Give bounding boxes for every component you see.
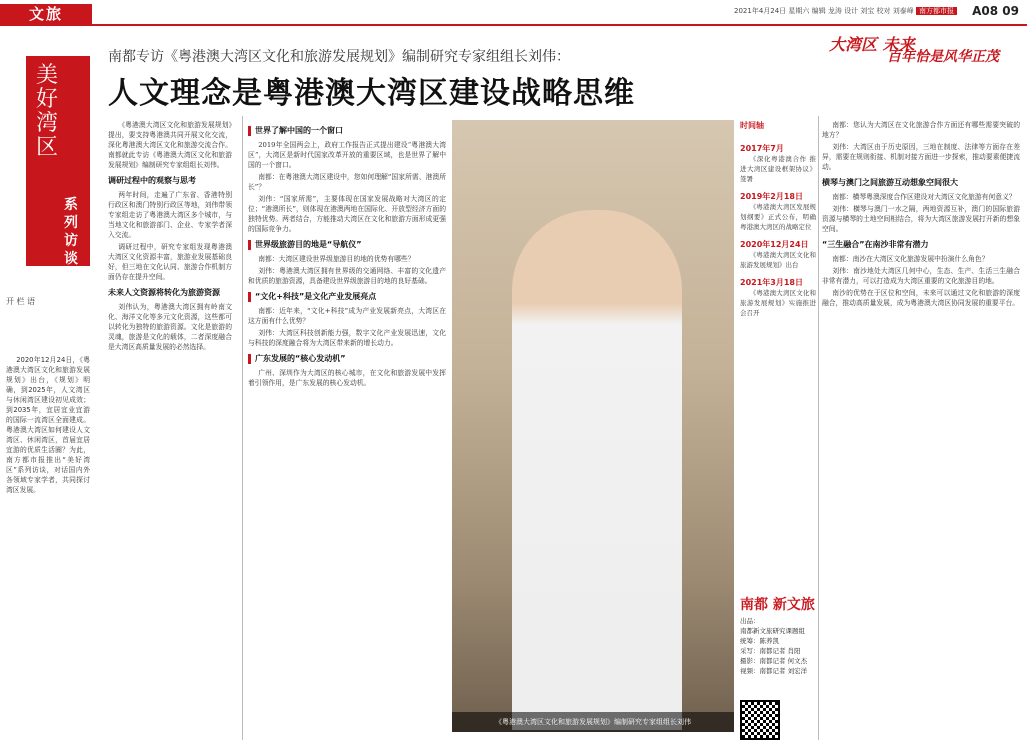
answer: 刘伟：南沙地处大湾区几何中心，生态、生产、生活三生融合非常有潜力，可以打造成为大湾区重要的文化旅游目的地。 [822, 267, 1020, 285]
article-subtitle: 南都专访《粤港澳大湾区文化和旅游发展规划》编制研究专家组组长刘伟： [108, 49, 570, 65]
credit-line: 统筹：陈养凯 [740, 637, 779, 645]
credit-line: 南都新文旅研究课题组 [740, 627, 805, 635]
section-heading: 未来人文资源将转化为旅游资源 [108, 288, 220, 297]
page-meta [734, 6, 957, 16]
answer: 刘伟：粤港澳大湾区拥有世界级的交通网络、丰富的文化遗产和优质的旅游资源，具备建设世界级旅游目的地的良好基础。 [248, 267, 446, 285]
section-heading: 调研过程中的观察与思考 [108, 176, 196, 185]
paragraph: 2019年全国两会上，政府工作报告正式提出建设“粤港澳大湾区”，大湾区是新时代国家改革开放的重要区域，也是世界了解中国的一个窗口。 [248, 141, 446, 169]
question: 南都：近年来，“文化+科技”成为产业发展新亮点，大湾区在这方面有什么优势？ [248, 307, 446, 325]
header-rule [0, 24, 1027, 26]
paragraph: 刘伟认为，粤港澳大湾区拥有岭南文化、海洋文化等多元文化资源，这些都可以转化为独特的旅游资源。文化是旅游的灵魂，旅游是文化的载体，二者深度融合是大湾区高质量发展的必然选择。 [108, 303, 232, 351]
timeline-text: 《粤港澳大湾区文化和旅游发展规划》实施推进会召开 [740, 289, 816, 317]
meta-badge: 南方都市报 [916, 7, 957, 15]
section-heading: 世界级旅游目的地是“导航仪” [248, 240, 446, 250]
credit-line: 出品： [740, 617, 760, 625]
portrait-photo [452, 120, 734, 732]
paragraph: 两年时间，走遍了广东省、香港特别行政区和澳门特别行政区等地，刘伟带领专家组走访了粤港澳大湾区多个城市，与当地文化和旅游部门、企业、专家学者深入交流。 [108, 191, 232, 239]
question: 南都：南沙在大湾区文化旅游发展中扮演什么角色？ [832, 255, 989, 263]
column-divider [818, 116, 819, 740]
paragraph: 广州、深圳作为大湾区的核心城市，在文化和旅游发展中发挥着引领作用，是广东发展的核心发动机。 [248, 369, 446, 387]
logo-slogan: 百年恰是风华正茂 [887, 49, 999, 65]
question: 南都：在粤港澳大湾区建设中，您如何理解“国家所需、港澳所长”？ [248, 173, 446, 191]
timeline-date: 2019年2月18日 [740, 192, 803, 201]
timeline-title: 时间轴 [740, 121, 764, 130]
article-column-2 [248, 120, 446, 740]
qr-code[interactable] [740, 700, 780, 740]
answer: 刘伟：“国家所需”，主要体现在国家发展战略对大湾区的定位；“港澳所长”，则体现在港澳两地在国际化、开放型经济方面的独特优势。两者结合，方能推动大湾区在文化和旅游方面形成更强的国际竞争力。 [248, 195, 446, 233]
section-heading: 广东发展的“核心发动机” [248, 354, 446, 364]
column-intro-label: 开 栏 语 [6, 297, 36, 306]
timeline-date: 2021年3月18日 [740, 278, 803, 287]
timeline-date: 2017年7月 [740, 144, 784, 153]
brand-logo: 南都 新文旅 [740, 597, 815, 613]
section-heading: “三生融合”在南沙非常有潜力 [822, 240, 929, 249]
top-bar [0, 0, 1027, 24]
section-heading: “文化+科技”是文化产业发展亮点 [248, 292, 446, 302]
question: 南都：大湾区建设世界级旅游目的地的优势有哪些？ [258, 255, 415, 263]
column-divider [242, 116, 243, 740]
question: 南都：您认为大湾区在文化旅游合作方面还有哪些需要突破的地方？ [822, 121, 1020, 139]
article-column-1 [108, 120, 232, 740]
series-label: 系列访谈 [64, 197, 78, 267]
answer: 刘伟：大湾区科技创新能力强，数字文化产业发展迅速，文化与科技的深度融合将为大湾区带来新的增长动力。 [248, 329, 446, 347]
portrait-figure [512, 210, 682, 730]
campaign-logo [829, 28, 1019, 78]
section-heading: 世界了解中国的一个窗口 [248, 126, 446, 136]
paragraph: 《粤港澳大湾区文化和旅游发展规划》提出，要支持粤港澳共同开展文化交流，深化粤港澳大湾区文化和旅游交流合作。南都就此专访《粤港澳大湾区文化和旅游发展规划》编制研究专家组组长刘伟。 [108, 121, 232, 169]
credit-line: 采写：南都记者 肖阳 [740, 647, 801, 655]
section-heading: 横琴与澳门之间旅游互动想象空间很大 [822, 178, 958, 187]
timeline-date: 2020年12月24日 [740, 240, 809, 249]
article-column-3 [822, 120, 1020, 740]
credit-line: 视频：南都记者 刘宏洋 [740, 667, 808, 675]
photo-caption: 《粤港澳大湾区文化和旅游发展规划》编制研究专家组组长刘伟 [452, 712, 734, 732]
series-box [26, 56, 90, 266]
series-title: 美好湾区 [36, 63, 59, 160]
timeline [740, 136, 816, 566]
timeline-text: 《粤港澳大湾区文化和旅游发展规划》出台 [740, 251, 816, 269]
paragraph: 调研过程中，研究专家组发现粤港澳大湾区文化资源丰富，旅游业发展基础良好，但三地在文化认同、旅游合作机制方面仍存在提升空间。 [108, 243, 232, 281]
paragraph: 南沙的优势在于区位和空间，未来可以通过文化和旅游的深度融合，推动高质量发展，成为粤港澳大湾区协同发展的重要平台。 [822, 289, 1020, 307]
logo-main: 大湾区 未来 [829, 35, 915, 54]
intro-column [6, 355, 90, 735]
timeline-text: 《粤港澳大湾区发展规划纲要》正式公布，明确粤港澳大湾区的战略定位 [740, 203, 816, 231]
question: 南都：横琴粤澳深度合作区建设对大湾区文化旅游有何意义？ [832, 193, 1016, 201]
intro-paragraph: 2020年12月24日，《粤港澳大湾区文化和旅游发展规划》出台，《规划》明确，到2025年，人文湾区与休闲湾区建设初见成效；到2035年，宜居宜业宜游的国际一流湾区全面建成。粤港澳大湾区如何建设人文湾区、休闲湾区，首届宜居宜游的优质生活圈？为此，南方都市报推出“美好湾区”系列访谈，对话国内外各领域专家学者，共同探讨湾区发展。 [6, 356, 90, 494]
meta-text: 2021年4月24日 星期六 编辑 龙涛 设计 刘宝 校对 刘泰峰 [734, 7, 914, 15]
credit-line: 摄影：南都记者 何文杰 [740, 657, 808, 665]
article-headline: 人文理念是粤港澳大湾区建设战略思维 [108, 76, 635, 111]
timeline-text: 《深化粤港澳合作 推进大湾区建设框架协议》签署 [740, 155, 816, 183]
answer: 刘伟：大湾区由于历史原因，三地在制度、法律等方面存在差异，需要在规则衔接、机制对接方面进一步探索，推动要素便捷流动。 [822, 143, 1020, 171]
answer: 刘伟：横琴与澳门一水之隔，两地资源互补，澳门的国际旅游资源与横琴的土地空间相结合，将为大湾区旅游发展打开新的想象空间。 [822, 205, 1020, 233]
section-tag: 文旅 [0, 4, 92, 24]
page-number: A08 09 [972, 4, 1019, 18]
